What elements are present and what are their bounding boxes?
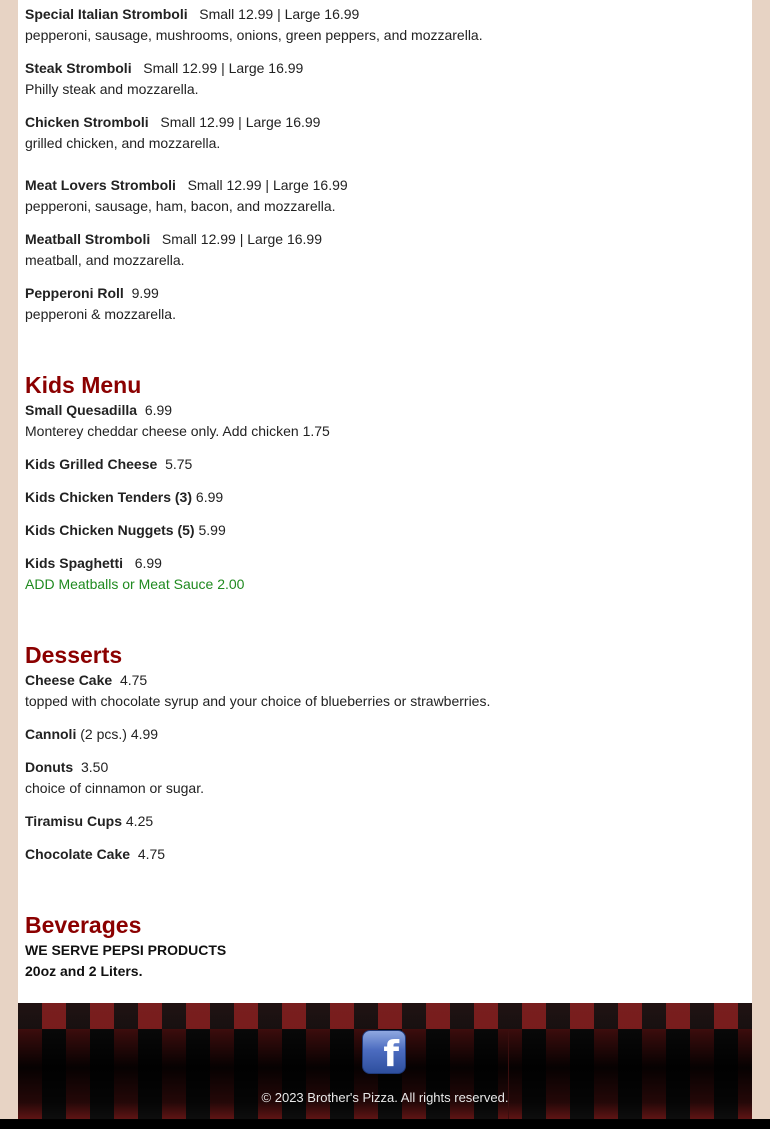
item-name: Kids Grilled Cheese — [25, 456, 158, 472]
menu-item — [25, 724, 158, 745]
item-name: Kids Spaghetti — [25, 555, 124, 571]
item-description: meatball, and mozzarella. — [25, 252, 185, 268]
item-description: pepperoni, sausage, ham, bacon, and mozzarella. — [25, 198, 336, 214]
menu-item — [25, 811, 153, 832]
section-title-desserts: Desserts — [25, 642, 123, 668]
item-price: 5.99 — [198, 522, 226, 538]
bottom-bar — [0, 1119, 770, 1129]
menu-item — [25, 757, 204, 799]
item-price: 3.50 — [81, 759, 109, 775]
item-price: 4.75 — [137, 846, 166, 862]
item-name: Donuts — [25, 759, 74, 775]
item-name: Meat Lovers Stromboli — [25, 177, 176, 193]
item-name: Steak Stromboli — [25, 60, 132, 76]
item-name: Small Quesadilla — [25, 402, 138, 418]
item-price: Small 12.99 | Large 16.99 — [199, 6, 360, 22]
section-title-beverages: Beverages — [25, 912, 142, 938]
beverages-sizes: 20oz and 2 Liters. — [25, 963, 143, 979]
item-description: choice of cinnamon or sugar. — [25, 780, 204, 796]
menu-item — [25, 58, 303, 100]
item-name: Tiramisu Cups — [25, 813, 122, 829]
item-name: Pepperoni Roll — [25, 285, 124, 301]
item-price: 4.99 — [130, 726, 159, 742]
item-price: 6.99 — [134, 555, 162, 571]
item-name: Cannoli — [25, 726, 77, 742]
item-name: Chicken Stromboli — [25, 114, 149, 130]
item-description: topped with chocolate syrup and your choice of blueberries or strawberries. — [25, 693, 491, 709]
footer — [18, 1003, 752, 1120]
item-description: grilled chicken, and mozzarella. — [25, 135, 221, 151]
item-description: Philly steak and mozzarella. — [25, 81, 199, 97]
item-name: Kids Chicken Tenders (3) — [25, 489, 193, 505]
item-name: Meatball Stromboli — [25, 231, 151, 247]
item-price: Small 12.99 | Large 16.99 — [187, 177, 348, 193]
item-name: Special Italian Stromboli — [25, 6, 188, 22]
item-name: Chocolate Cake — [25, 846, 131, 862]
footer-checker-pattern — [18, 1003, 752, 1029]
item-description: pepperoni & mozzarella. — [25, 306, 176, 322]
item-price: 6.99 — [195, 489, 224, 505]
footer-divider — [508, 1029, 509, 1120]
item-quantity: (2 pcs.) — [80, 726, 127, 742]
item-price: 4.75 — [119, 672, 148, 688]
menu-item — [25, 112, 320, 154]
item-description: pepperoni, sausage, mushrooms, onions, green peppers, and mozzarella. — [25, 27, 483, 43]
menu-item — [25, 844, 165, 865]
menu-item — [25, 4, 483, 46]
menu-item — [25, 229, 322, 271]
item-price: 9.99 — [131, 285, 159, 301]
menu-item — [25, 175, 348, 217]
menu-item — [25, 670, 490, 712]
menu-item — [25, 283, 176, 325]
menu-item — [25, 520, 226, 541]
menu-item — [25, 553, 244, 595]
item-name: Cheese Cake — [25, 672, 113, 688]
item-price: Small 12.99 | Large 16.99 — [161, 231, 322, 247]
menu-content — [18, 0, 752, 1003]
menu-item — [25, 487, 223, 508]
menu-item — [25, 400, 330, 442]
item-price: 6.99 — [144, 402, 173, 418]
copyright-text: © 2023 Brother's Pizza. All rights reserved. — [261, 1090, 509, 1105]
item-price: Small 12.99 | Large 16.99 — [143, 60, 304, 76]
section-title-kids: Kids Menu — [25, 372, 142, 398]
item-price: Small 12.99 | Large 16.99 — [160, 114, 321, 130]
item-price: 4.25 — [125, 813, 154, 829]
item-name: Kids Chicken Nuggets (5) — [25, 522, 195, 538]
beverages-note: WE SERVE PEPSI PRODUCTS — [25, 942, 227, 958]
menu-item — [25, 454, 192, 475]
item-price: 5.75 — [165, 456, 193, 472]
facebook-icon[interactable]: f — [362, 1030, 406, 1074]
item-description: Monterey cheddar cheese only. Add chicken 1.75 — [25, 423, 330, 439]
item-addon-note: ADD Meatballs or Meat Sauce 2.00 — [25, 576, 245, 592]
